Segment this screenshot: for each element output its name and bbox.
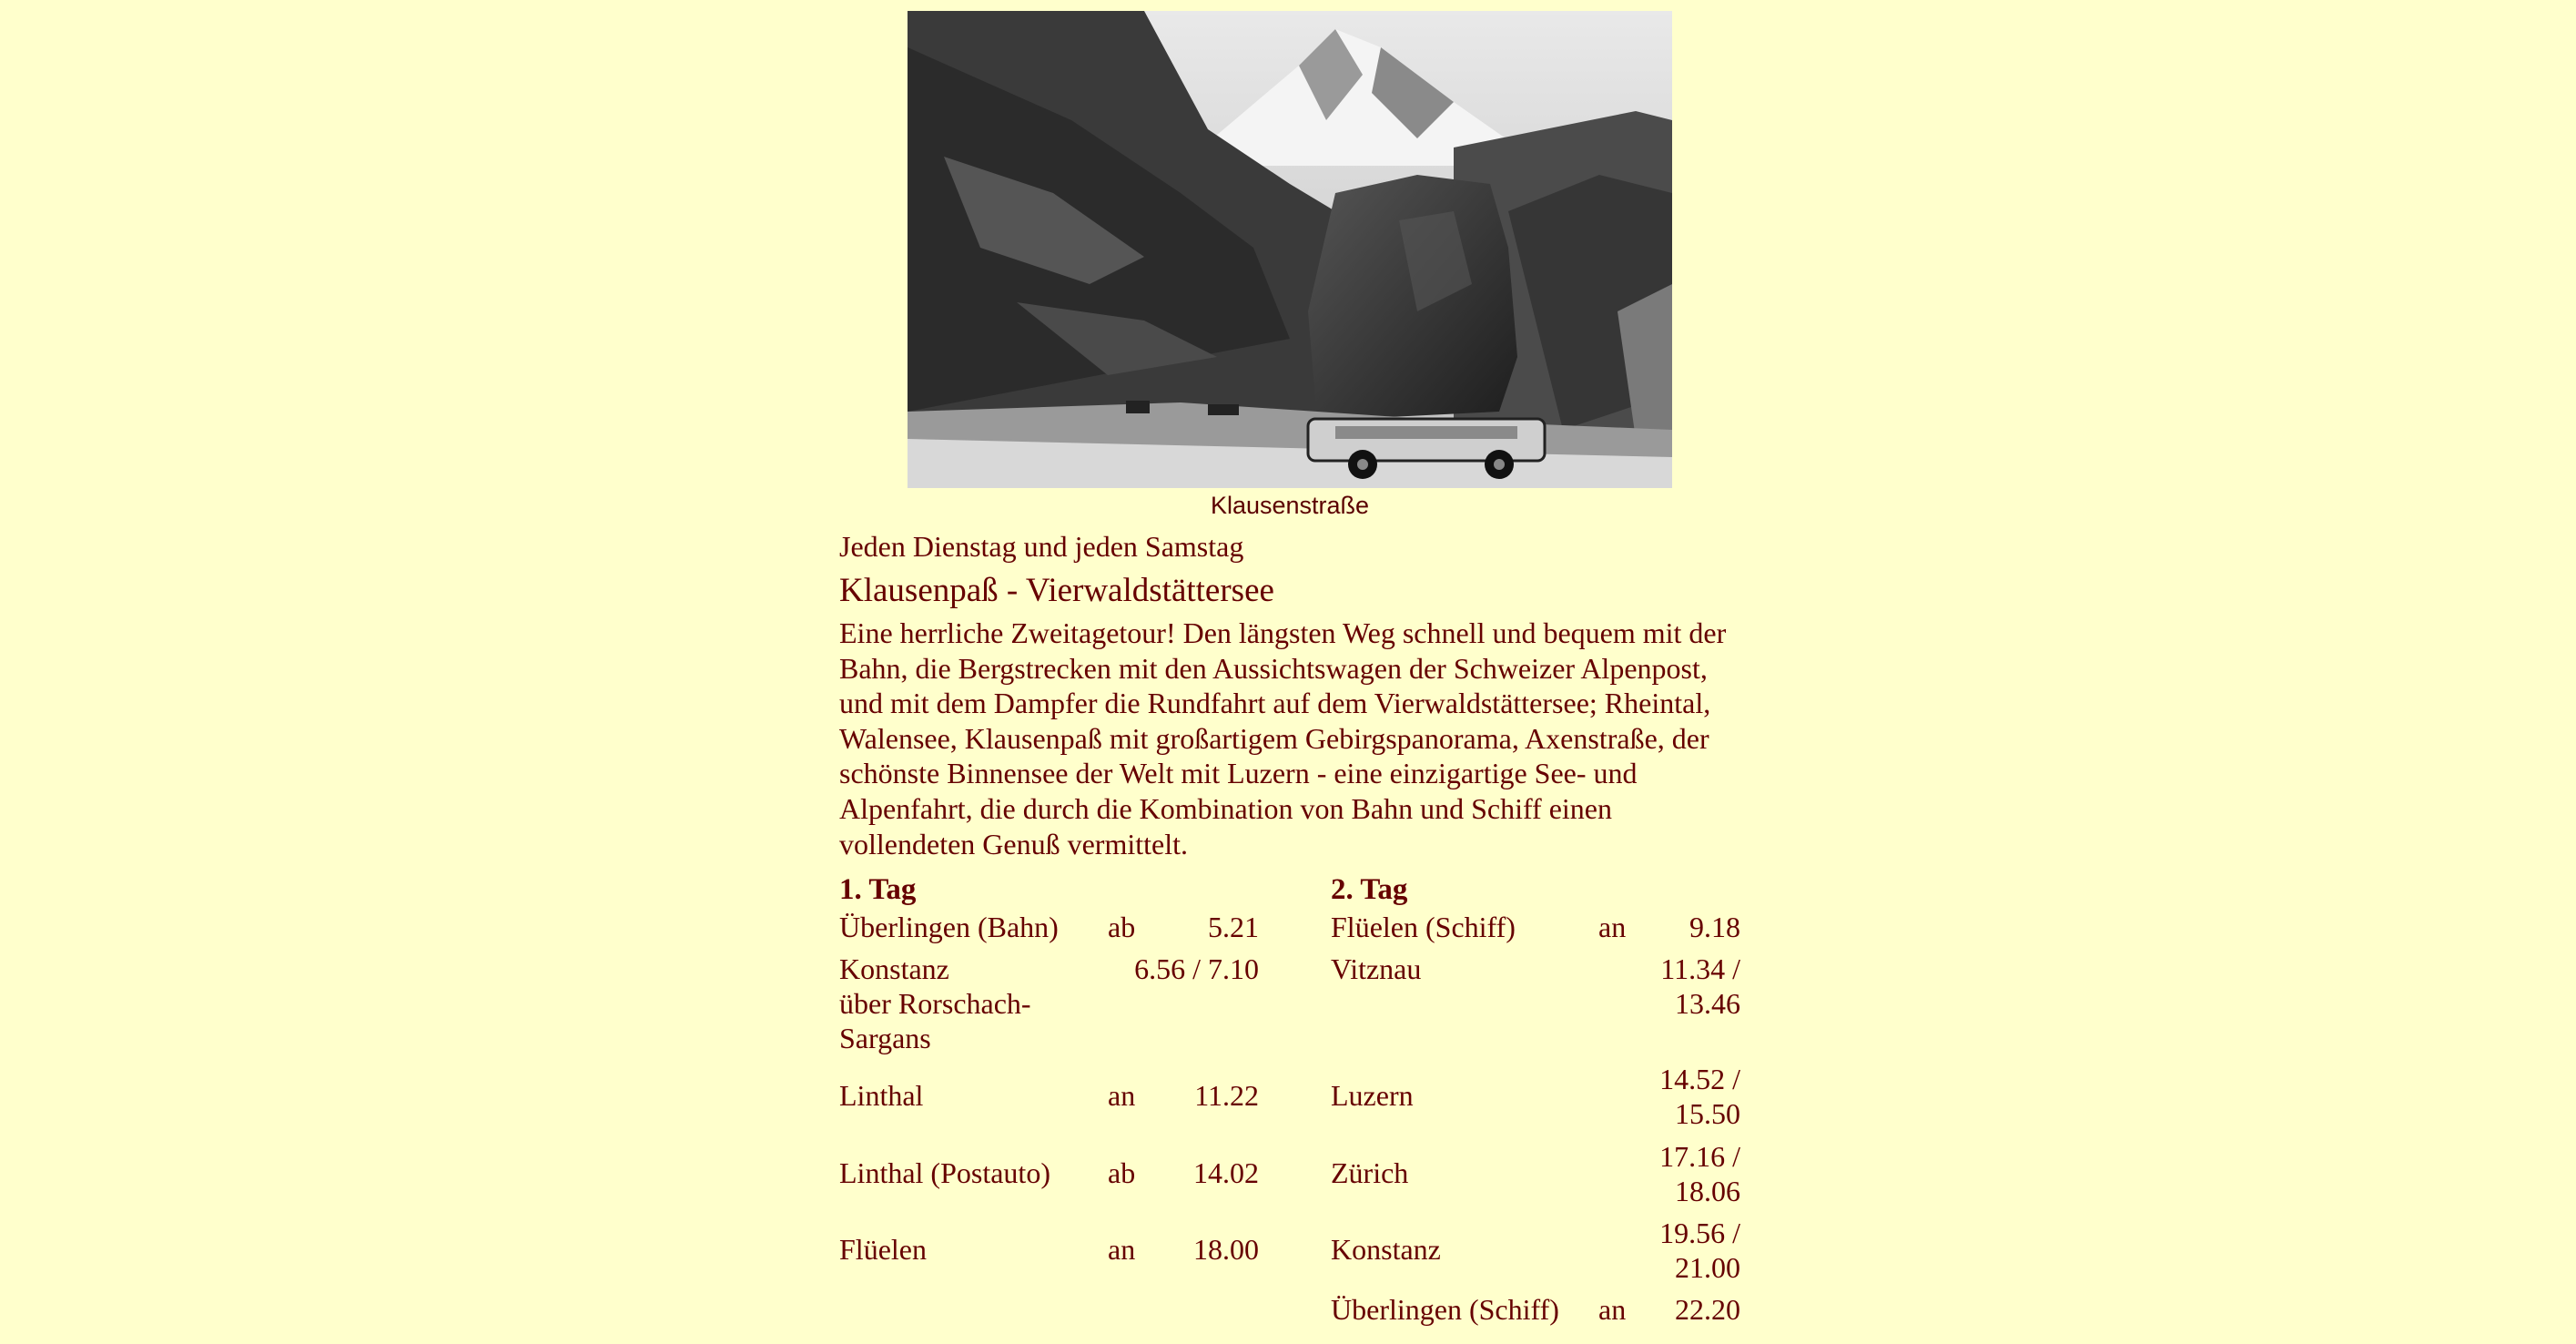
direction: an [1598, 911, 1627, 943]
station-name: Luzern [1331, 1079, 1414, 1112]
tour-title: Klausenpaß - Vierwaldstättersee [839, 572, 1274, 609]
photo-caption: Klausenstraße [1210, 492, 1370, 519]
station-name: Konstanz [1331, 1233, 1441, 1266]
klausenstrasse-photo [908, 11, 1672, 488]
schedule-days: Jeden Dienstag und jeden Samstag [839, 530, 1244, 563]
direction: an [1598, 1293, 1627, 1326]
departure-time: 18.00 [1193, 1233, 1259, 1266]
departure-time: 11.34 / 13.46 [1660, 952, 1740, 1020]
direction: ab [1108, 1156, 1136, 1189]
departure-time: 22.20 [1675, 1293, 1740, 1326]
station-name: Flüelen (Schiff) [1331, 911, 1516, 943]
station-name: Vitznau [1331, 952, 1422, 985]
station-name: Linthal (Postauto) [839, 1156, 1050, 1189]
direction: an [1108, 1233, 1136, 1266]
direction: an [1108, 1079, 1136, 1112]
departure-time: 6.56 / 7.10 [1134, 952, 1259, 985]
departure-time: 19.56 / 21.00 [1659, 1217, 1740, 1284]
station-name: Überlingen (Bahn) [839, 911, 1059, 943]
departure-time: 5.21 [1208, 911, 1259, 943]
departure-time: 17.16 / 18.06 [1659, 1140, 1740, 1207]
tour-description: Eine herrliche Zweitagetour! Den längsten Weg schnell und bequem mit der Bahn, die Bergstrecken mit den Aussichtswagen der Schweizer Alpenpost, und mit dem Dampfer die Rundfahrt auf dem Vierwaldstättersee; Rheintal, Walensee, Klausenpaß mit großartigem Gebirgspanorama, Axenstraße, der schönste Binnensee der Welt mit Luzern - eine einzigartige See- und Alpenfahrt, die durch die Kombination von Bahn und Schiff einen vollendeten Genuß vermittelt. [839, 616, 1727, 860]
departure-time: 14.02 [1193, 1156, 1259, 1189]
article [839, 526, 1749, 861]
direction: ab [1108, 911, 1136, 943]
station-name: Überlingen (Schiff) [1331, 1293, 1559, 1326]
day-2-heading: 2. Tag [1331, 873, 1408, 906]
station-name: Konstanz über Rorschach- Sargans [839, 952, 1031, 1054]
day-1-heading: 1. Tag [839, 873, 917, 906]
station-name: Zürich [1331, 1156, 1409, 1189]
departure-time: 9.18 [1689, 911, 1740, 943]
departure-time: 11.22 [1194, 1079, 1259, 1112]
station-name: Flüelen [839, 1233, 927, 1266]
departure-time: 14.52 / 15.50 [1659, 1063, 1740, 1130]
station-name: Linthal [839, 1079, 924, 1112]
